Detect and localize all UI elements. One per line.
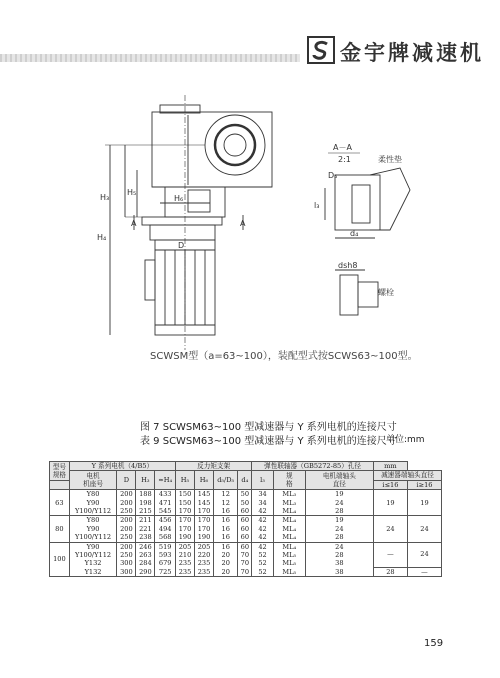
- th-coupling: 弹性联轴器（GB5272-85）孔径: [252, 462, 374, 471]
- cell-d4: 60 70 70 70: [238, 542, 252, 577]
- th-blank: [50, 480, 70, 489]
- table-header-row-1: [50, 462, 442, 471]
- cell-h5: 205 210 235 235: [176, 542, 195, 577]
- th-flange: 反力矩支架: [176, 462, 252, 471]
- cell-h4: 456 494 568: [155, 516, 176, 542]
- unit-label: 单位:mm: [386, 435, 425, 445]
- cell-i-ge16: 24: [407, 542, 441, 567]
- table-row: [50, 542, 442, 567]
- table-row: [50, 490, 442, 516]
- cell-i-ge16-last: —: [407, 567, 441, 577]
- cell-i-le16: 19: [373, 490, 407, 516]
- th-h5: H₅: [176, 471, 195, 490]
- cell-i-le16: 24: [373, 516, 407, 542]
- cell-h4: 433 471 545: [155, 490, 176, 516]
- th-h3: H₃: [136, 471, 155, 490]
- th-d5: d₅/D₅: [214, 471, 238, 490]
- cell-i-ge16: 19: [407, 490, 441, 516]
- table-title: 表 9 SCWSM63~100 型减速器与 Y 系列电机的连接尺寸: [140, 436, 397, 447]
- cell-motor-shaft: 24 28 38 38: [305, 542, 373, 577]
- s-logo-icon: [307, 36, 335, 64]
- cell-spec: ML₄ ML₅ ML₅ ML₅: [273, 542, 305, 577]
- cell-spec: ML₄ ML₄ ML₄: [273, 516, 305, 542]
- cell-spec: ML₃ ML₃ ML₄: [273, 490, 305, 516]
- cell-h4: 519 593 679 725: [155, 542, 176, 577]
- th-spec: 规 格: [273, 471, 305, 490]
- page-number: 159: [424, 638, 444, 649]
- cell-i-ge16: 24: [407, 516, 441, 542]
- label-h6: H₆: [174, 194, 184, 203]
- cell-h3: 188 198 215: [136, 490, 155, 516]
- cell-h6: 205 220 235 235: [195, 542, 214, 577]
- th-d: D: [117, 471, 136, 490]
- th-motor: Y 系列电机（4/B5）: [69, 462, 175, 471]
- spec-table: [49, 461, 442, 577]
- label-section: A－A: [333, 143, 352, 152]
- cell-h3: 246 263 284 290: [136, 542, 155, 577]
- th-model: 型号 规格: [50, 462, 70, 481]
- cell-motor: Y80 Y90 Y100/Y112: [69, 490, 117, 516]
- cell-d: 200 200 250: [117, 516, 136, 542]
- cell-l3: 34 34 42: [252, 490, 274, 516]
- label-soft-pad: 柔性垫: [378, 155, 402, 164]
- label-scale: 2:1: [338, 155, 351, 164]
- cell-d5: 12 12 16: [214, 490, 238, 516]
- th-l3: l₃: [252, 471, 274, 490]
- cell-d4: 50 50 60: [238, 490, 252, 516]
- table-row: [50, 516, 442, 542]
- cell-model: 100: [50, 542, 70, 577]
- cell-d5: 16 20 20 20: [214, 542, 238, 577]
- cell-l3: 42 52 52 52: [252, 542, 274, 577]
- label-dsh8: dsh8: [338, 261, 358, 270]
- th-reducer-shaft: 减速器端轴头直径: [373, 471, 441, 480]
- technical-drawing: [70, 90, 470, 370]
- label-h5: H₅: [127, 188, 137, 197]
- cell-d: 200 200 250: [117, 490, 136, 516]
- label-a-right: A: [240, 219, 246, 228]
- label-a-left: A: [131, 219, 137, 228]
- cell-model: 63: [50, 490, 70, 516]
- th-motor-no: 电机 机座号: [69, 471, 117, 490]
- cell-h6: 170 170 190: [195, 516, 214, 542]
- cell-h5: 170 170 190: [176, 516, 195, 542]
- cell-h6: 145 145 170: [195, 490, 214, 516]
- label-d5: D₅: [328, 171, 338, 180]
- cell-model: 80: [50, 516, 70, 542]
- label-h3: H₃: [100, 193, 110, 202]
- label-d4: d₄: [350, 229, 359, 238]
- th-motor-shaft: 电机端轴头 直径: [305, 471, 373, 490]
- cell-motor: Y80 Y90 Y100/Y112: [69, 516, 117, 542]
- th-d4: d₄: [238, 471, 252, 490]
- label-bolt: 螺栓: [378, 288, 394, 297]
- page-header: [0, 36, 500, 70]
- cell-motor: Y90 Y100/Y112 Y132 Y132: [69, 542, 117, 577]
- cell-motor-shaft: 19 24 28: [305, 490, 373, 516]
- drawing-caption: SCWSM型（a=63~100），装配型式按SCWS63~100型。: [150, 351, 418, 362]
- brand-title: 金宇牌减速机: [340, 41, 484, 65]
- cell-i-le16: —: [373, 542, 407, 567]
- figure-title: 图 7 SCWSM63~100 型减速器与 Y 系列电机的连接尺寸: [140, 422, 397, 433]
- th-i-le16: i≤16: [373, 480, 407, 489]
- cell-motor-shaft: 19 24 28: [305, 516, 373, 542]
- cell-d5: 16 16 16: [214, 516, 238, 542]
- cell-l3: 42 42 42: [252, 516, 274, 542]
- th-h4: ≈H₄: [155, 471, 176, 490]
- cell-d: 200 250 300 300: [117, 542, 136, 577]
- table-header-row-2: [50, 471, 442, 480]
- label-h4: H₄: [97, 233, 107, 242]
- label-l3: l₃: [314, 201, 320, 210]
- cell-h5: 150 150 170: [176, 490, 195, 516]
- header-decorative-band: [0, 54, 300, 62]
- label-d: D: [178, 241, 185, 250]
- th-i-ge16: i≥16: [407, 480, 441, 489]
- th-mm: mm: [373, 462, 407, 471]
- cell-h3: 211 221 238: [136, 516, 155, 542]
- cell-d4: 60 60 60: [238, 516, 252, 542]
- cell-i-le16-last: 28: [373, 567, 407, 577]
- th-h6: H₆: [195, 471, 214, 490]
